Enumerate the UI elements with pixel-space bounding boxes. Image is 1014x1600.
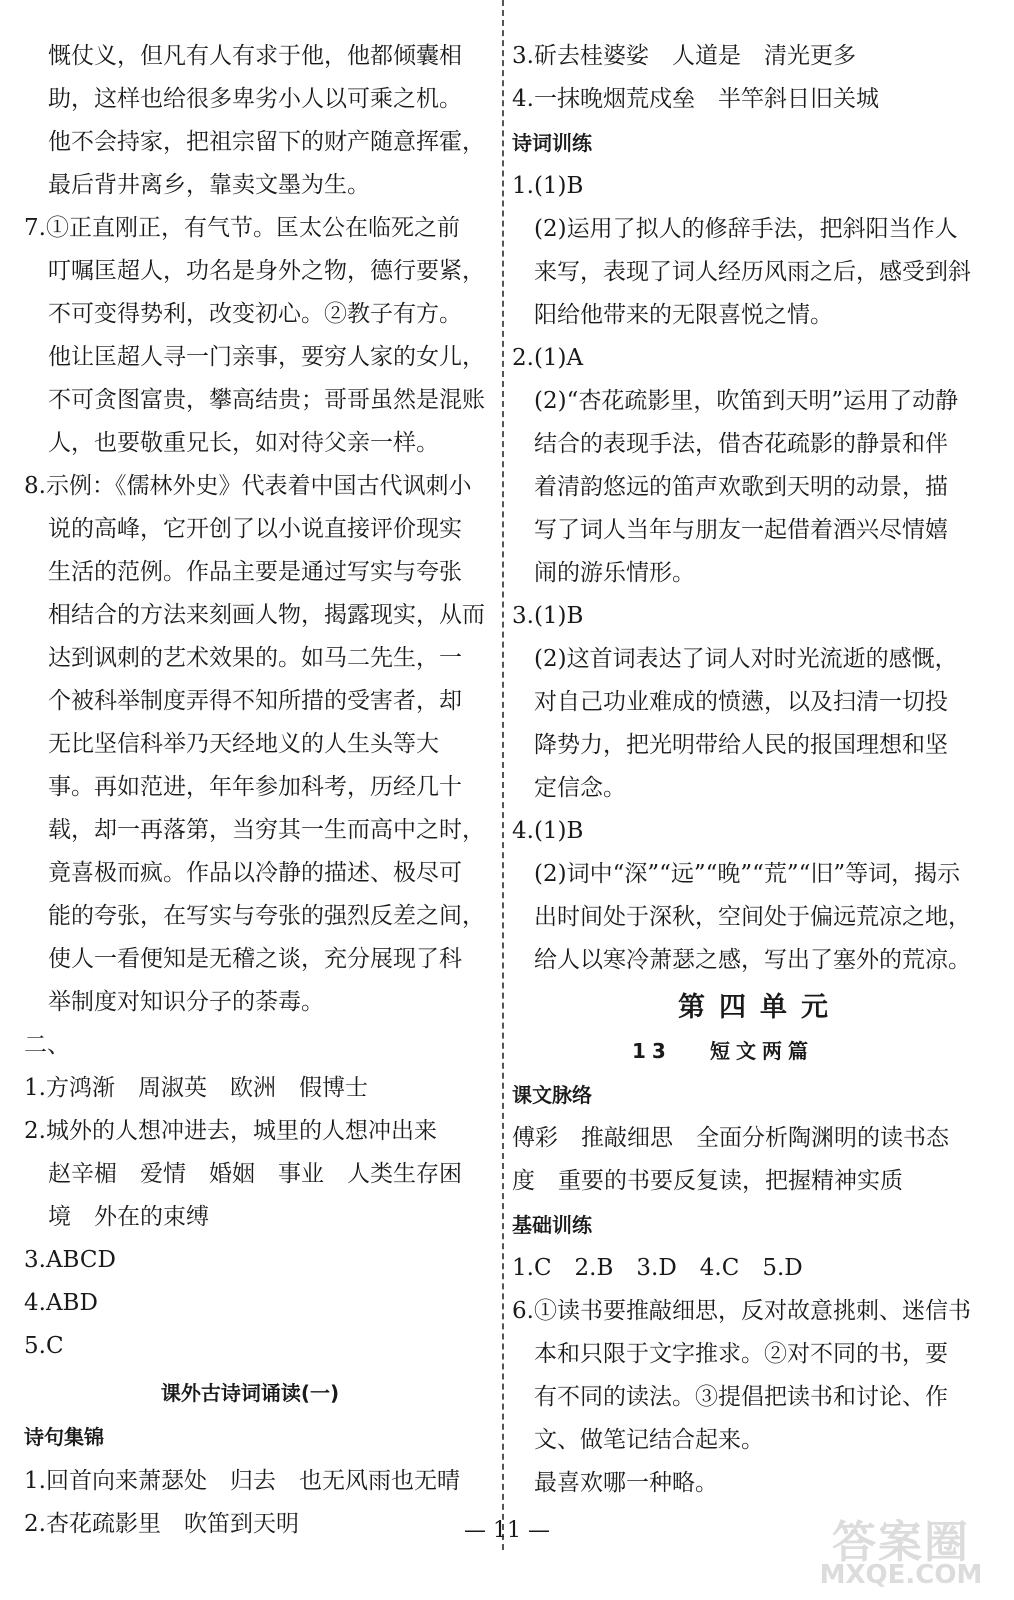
subhead-poetry-training: 诗词训练 [512,131,592,155]
text-line: 来写，表现了词人经历风雨之后，感受到斜 [534,259,971,285]
answer-item: 1.(1)B [512,173,584,199]
answer-item: 5.C [24,1333,64,1359]
text-line: 降势力，把光明带给人民的报国理想和坚 [534,732,948,758]
text-line: 无比坚信科举乃天经地义的人生头等大 [48,731,439,757]
answer-item: 1.C 2.B 3.D 4.C 5.D [512,1255,803,1281]
subhead-text-context: 课文脉络 [512,1083,592,1107]
text-line: 本和只限于文字推求。②对不同的书，要 [534,1341,948,1367]
answer-item: 6.①读书要推敲细思，反对故意挑刺、迷信书 [512,1298,971,1324]
page-number: — 11 — [464,1518,550,1543]
text-line: 着清韵悠远的笛声欢歌到天明的动景，描 [534,474,948,500]
text-line: 他让匡超人寻一门亲事，要穷人家的女儿， [48,344,485,370]
text-line: 助，这样也给很多卑劣小人以可乘之机。 [48,86,462,112]
text-line: 定信念。 [534,775,626,801]
watermark-logo [796,1502,1006,1594]
answer-item: 1.方鸿渐 周淑英 欧洲 假博士 [24,1075,368,1101]
watermark-text: 答案圈 [832,1517,970,1568]
answer-item: 4.ABD [24,1290,98,1316]
answer-item: 2.城外的人想冲进去，城里的人想冲出来 [24,1118,437,1144]
text-line: 使人一看便知是无稽之谈，充分展现了科 [48,946,462,972]
unit-title: 第四单元 [678,992,842,1023]
answer-item: 2.(1)A [512,345,584,371]
text-line: 结合的表现手法，借杏花疏影的静景和伴 [534,431,948,457]
answer-item: 3.ABCD [24,1247,116,1273]
text-line: 出时间处于深秋，空间处于偏远荒凉之地， [534,904,971,930]
text-line: 境 外在的束缚 [48,1204,209,1230]
text-line: 傅彩 推敲细思 全面分析陶渊明的读书态 [512,1125,949,1151]
text-line: 人，也要敬重兄长，如对待父亲一样。 [48,430,439,456]
answer-item: 4.(1)B [512,818,584,844]
text-line: 说的高峰，它开创了以小说直接评价现实 [48,516,462,542]
text-line: 赵辛楣 爱情 婚姻 事业 人类生存困 [48,1161,462,1187]
answer-item: 3.斫去桂婆娑 人道是 清光更多 [512,43,856,69]
text-line: (2)运用了拟人的修辞手法，把斜阳当作人 [534,216,958,242]
text-line: (2)这首词表达了词人对时光流逝的感慨， [534,646,958,672]
column-divider [502,0,504,1550]
subhead-basic-training: 基础训练 [512,1213,592,1237]
text-line: 不可变得势利，改变初心。②教子有方。 [48,301,462,327]
section-marker: 二、 [24,1032,70,1058]
answer-item: 3.(1)B [512,603,584,629]
text-line: 阳给他带来的无限喜悦之情。 [534,302,833,328]
answer-item: 2.杏花疏影里 吹笛到天明 [24,1511,299,1537]
text-line: 事。再如范进，年年参加科考，历经几十 [48,774,462,800]
text-line: 给人以寒冷萧瑟之感，写出了塞外的荒凉。 [534,947,971,973]
text-line: 不可贪图富贵，攀高结贵；哥哥虽然是混账 [48,387,485,413]
text-line: 慨仗义，但凡有人有求于他，他都倾囊相 [48,43,462,69]
text-line: 竟喜极而疯。作品以冷静的描述、极尽可 [48,860,462,886]
text-line: 他不会持家，把祖宗留下的财产随意挥霍， [48,129,485,155]
text-line: 最喜欢哪一种略。 [534,1470,718,1496]
text-line: 度 重要的书要反复读，把握精神实质 [512,1168,903,1194]
watermark-url: MXQE.COM [819,1560,983,1590]
text-line: (2)词中“深”“远”“晚”“荒”“旧”等词，揭示 [534,861,961,887]
text-line: 写了词人当年与朋友一起借着酒兴尽情嬉 [534,517,948,543]
text-line: 最后背井离乡，靠卖文墨为生。 [48,172,370,198]
answer-item: 8.示例：《儒林外史》代表着中国古代讽刺小 [24,473,472,499]
text-line: 能的夸张，在写实与夸张的强烈反差之间， [48,903,485,929]
subhead-poetry-collection: 诗句集锦 [24,1425,104,1449]
text-line: 对自己功业难成的愤懑，以及扫清一切投 [534,689,948,715]
text-line: (2)“杏花疏影里，吹笛到天明”运用了动静 [534,388,959,414]
text-line: 个被科举制度弄得不知所措的受害者，却 [48,688,462,714]
text-line: 举制度对知识分子的荼毒。 [48,989,324,1015]
text-line: 闹的游乐情形。 [534,560,695,586]
text-line: 文、做笔记结合起来。 [534,1427,764,1453]
text-line: 生活的范例。作品主要是通过写实与夸张 [48,559,462,585]
lesson-number: 13 [632,1039,672,1063]
section-title: 课外古诗词诵读(一) [160,1381,340,1405]
text-line: 载，却一再落第，当穷其一生而高中之时， [48,817,485,843]
answer-item: 4.一抹晚烟荒戍垒 半竿斜日旧关城 [512,86,879,112]
answer-item: 7.①正直刚正，有气节。匡太公在临死之前 [24,215,460,241]
lesson-title: 短文两篇 [710,1039,814,1063]
answer-item: 1.回首向来萧瑟处 归去 也无风雨也无晴 [24,1468,460,1494]
text-line: 相结合的方法来刻画人物，揭露现实，从而 [48,602,485,628]
text-line: 达到讽刺的艺术效果的。如马二先生，一 [48,645,462,671]
text-line: 有不同的读法。③提倡把读书和讨论、作 [534,1384,948,1410]
text-line: 叮嘱匡超人，功名是身外之物，德行要紧， [48,258,485,284]
